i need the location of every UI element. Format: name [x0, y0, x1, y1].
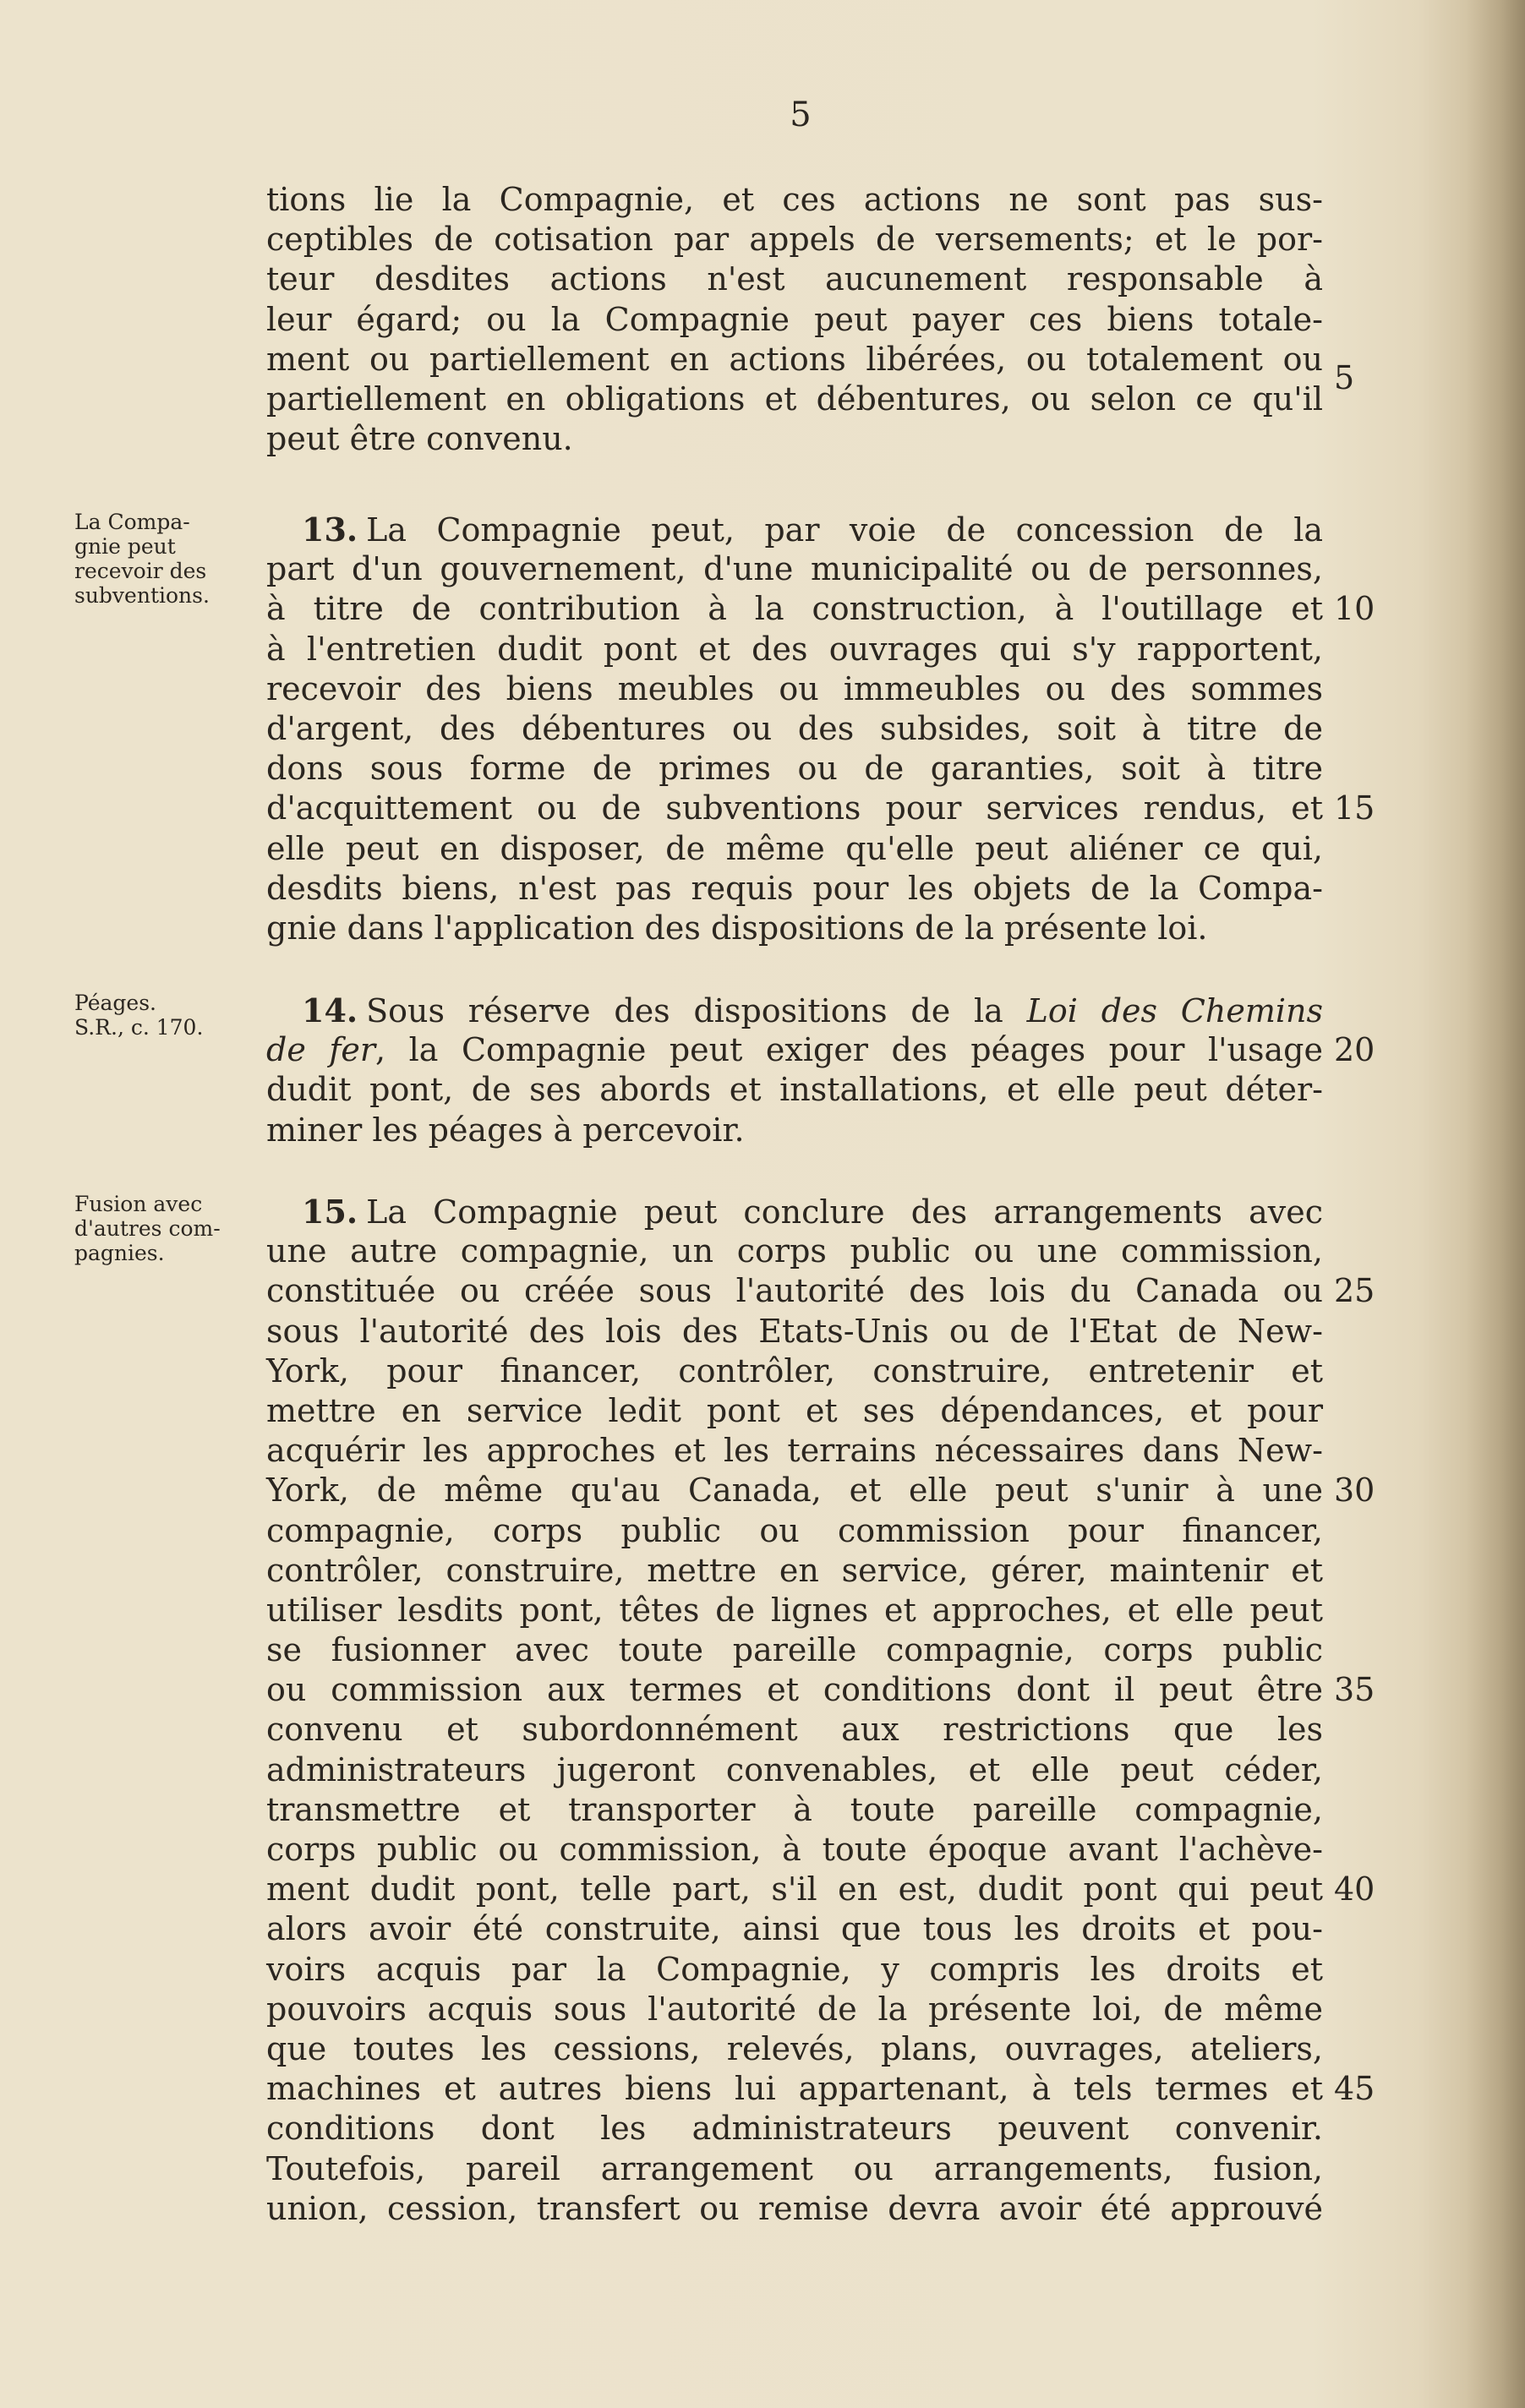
text-line-content: Sous réserve des dispositions de la [366, 992, 1027, 1029]
text-line: York, de même qu'au Canada, et elle peut s'unir à une [266, 1472, 1323, 1510]
text-line: transmettre et transporter à toute pareille compagnie, [266, 1790, 1323, 1828]
margin-note-section-13 [74, 510, 256, 608]
text-line: acquérir les approches et les terrains nécessaires dans New- [266, 1432, 1323, 1470]
line-number: 20 [1334, 1031, 1375, 1068]
text-line: mettre en service ledit pont et ses dépendances, et pour [266, 1391, 1323, 1429]
text-line: à l'entretien dudit pont et des ouvrages qui s'y rapportent, [266, 630, 1323, 668]
text-line: ou commission aux termes et conditions dont il peut être [266, 1671, 1323, 1709]
margin-note-line: subventions. [74, 583, 210, 608]
text-line [266, 991, 1323, 1030]
paragraph-section-13 [266, 510, 1323, 948]
text-line: York, pour financer, contrôler, construire, entretenir et [266, 1351, 1323, 1390]
text-line: miner les péages à percevoir. [266, 1111, 745, 1149]
paragraph-section-15 [266, 1192, 1323, 2229]
page-number: 5 [790, 96, 812, 134]
text-line: union, cession, transfert ou remise devra avoir été approuvé [266, 2189, 1323, 2227]
text-line [266, 1030, 1323, 1070]
line-number: 5 [1334, 359, 1355, 396]
text-line: ment ou partiellement en actions libérées, ou totalement ou [266, 340, 1323, 378]
text-line: teur desdites actions n'est aucunement responsable à [266, 260, 1323, 298]
text-line: partiellement en obligations et débentures, ou selon ce qu'il [266, 379, 1323, 418]
text-line: elle peut en disposer, de même qu'elle peut aliéner ce qui, [266, 829, 1323, 867]
text-line: à titre de contribution à la construction, à l'outillage et [266, 590, 1323, 628]
text-line: corps public ou commission, à toute époque avant l'achève- [266, 1831, 1323, 1868]
text-line-content: , la Compagnie peut exiger des péages pour l'usage [375, 1031, 1323, 1069]
line-number: 15 [1334, 789, 1375, 827]
section-number: 14. [302, 991, 358, 1029]
text-line: leur égard; ou la Compagnie peut payer ces biens totale- [266, 300, 1323, 338]
text-line: desdits biens, n'est pas requis pour les objets de la Compa- [266, 869, 1323, 907]
text-line: conditions dont les administrateurs peuvent convenir. [266, 2110, 1323, 2148]
text-line: part d'un gouvernement, d'une municipalité ou de personnes, [266, 550, 1323, 588]
line-number: 30 [1334, 1472, 1375, 1509]
text-line: sous l'autorité des lois des Etats-Unis ou de l'Etat de New- [266, 1312, 1323, 1350]
margin-note-section-15 [74, 1192, 256, 1265]
line-number: 25 [1334, 1272, 1375, 1309]
text-line: contrôler, construire, mettre en service, gérer, maintenir et [266, 1551, 1323, 1589]
text-line: Toutefois, pareil arrangement ou arrangements, fusion, [266, 2149, 1323, 2187]
text-line: utiliser lesdits pont, têtes de lignes et approches, et elle peut [266, 1591, 1323, 1629]
text-line: constituée ou créée sous l'autorité des lois du Canada ou [266, 1272, 1323, 1310]
text-line: d'argent, des débentures ou des subsides, soit à titre de [266, 709, 1323, 747]
text-line: se fusionner avec toute pareille compagnie, corps public [266, 1631, 1323, 1669]
margin-note-line: pagnies. [74, 1241, 165, 1265]
margin-note-line: d'autres com- [74, 1216, 221, 1241]
line-number: 35 [1334, 1671, 1375, 1708]
section-number: 15. [302, 1193, 358, 1231]
margin-note-section-14 [74, 991, 256, 1040]
paragraph-continuation [266, 180, 1323, 459]
line-number: 45 [1334, 2070, 1375, 2107]
text-line: peut être convenu. [266, 420, 573, 458]
text-line: une autre compagnie, un corps public ou une commission, [266, 1232, 1323, 1270]
paragraph-section-14 [266, 991, 1323, 1150]
text-line: alors avoir été construite, ainsi que tous les droits et pou- [266, 1910, 1323, 1948]
text-line-content: La Compagnie peut conclure des arrangements avec [366, 1193, 1323, 1231]
text-line: dons sous forme de primes ou de garanties, soit à titre [266, 750, 1323, 788]
margin-note-line: Péages. [74, 991, 156, 1015]
text-line: ceptibles de cotisation par appels de versements; et le por- [266, 221, 1323, 259]
text-line [266, 1192, 1323, 1231]
text-line: que toutes les cessions, relevés, plans, ouvrages, ateliers, [266, 2029, 1323, 2067]
page-edge-shadow [1466, 0, 1525, 2408]
margin-note-line: recevoir des [74, 559, 207, 583]
section-number: 13. [302, 511, 358, 549]
text-line: d'acquittement ou de subventions pour services rendus, et [266, 789, 1323, 827]
text-line: voirs acquis par la Compagnie, y compris les droits et [266, 1950, 1323, 1988]
margin-note-line: La Compa- [74, 510, 190, 534]
text-line: gnie dans l'application des dispositions de la présente loi. [266, 909, 1208, 947]
text-line: compagnie, corps public ou commission pour financer, [266, 1511, 1323, 1549]
act-title-italic: de fer [266, 1031, 376, 1069]
text-line [266, 510, 1323, 549]
margin-note-line: Fusion avec [74, 1192, 203, 1216]
text-line-content: La Compagnie peut, par voie de concession de la [366, 511, 1323, 549]
margin-note-line: S.R., c. 170. [74, 1015, 204, 1040]
margin-note-line: gnie peut [74, 534, 176, 559]
text-line: recevoir des biens meubles ou immeubles ou des sommes [266, 669, 1323, 707]
act-title-italic: Loi des Chemins [1026, 992, 1323, 1029]
text-line: ment dudit pont, telle part, s'il en est, dudit pont qui peut [266, 1870, 1323, 1908]
text-line: pouvoirs acquis sous l'autorité de la présente loi, de même [266, 1990, 1323, 2028]
text-line: dudit pont, de ses abords et installations, et elle peut déter- [266, 1071, 1323, 1109]
text-line: machines et autres biens lui appartenant, à tels termes et [266, 2070, 1323, 2108]
text-line: tions lie la Compagnie, et ces actions ne sont pas sus- [266, 181, 1323, 218]
line-number: 10 [1334, 590, 1375, 627]
line-number: 40 [1334, 1870, 1375, 1908]
text-line: convenu et subordonnément aux restrictions que les [266, 1711, 1323, 1749]
text-line: administrateurs jugeront convenables, et elle peut céder, [266, 1750, 1323, 1788]
